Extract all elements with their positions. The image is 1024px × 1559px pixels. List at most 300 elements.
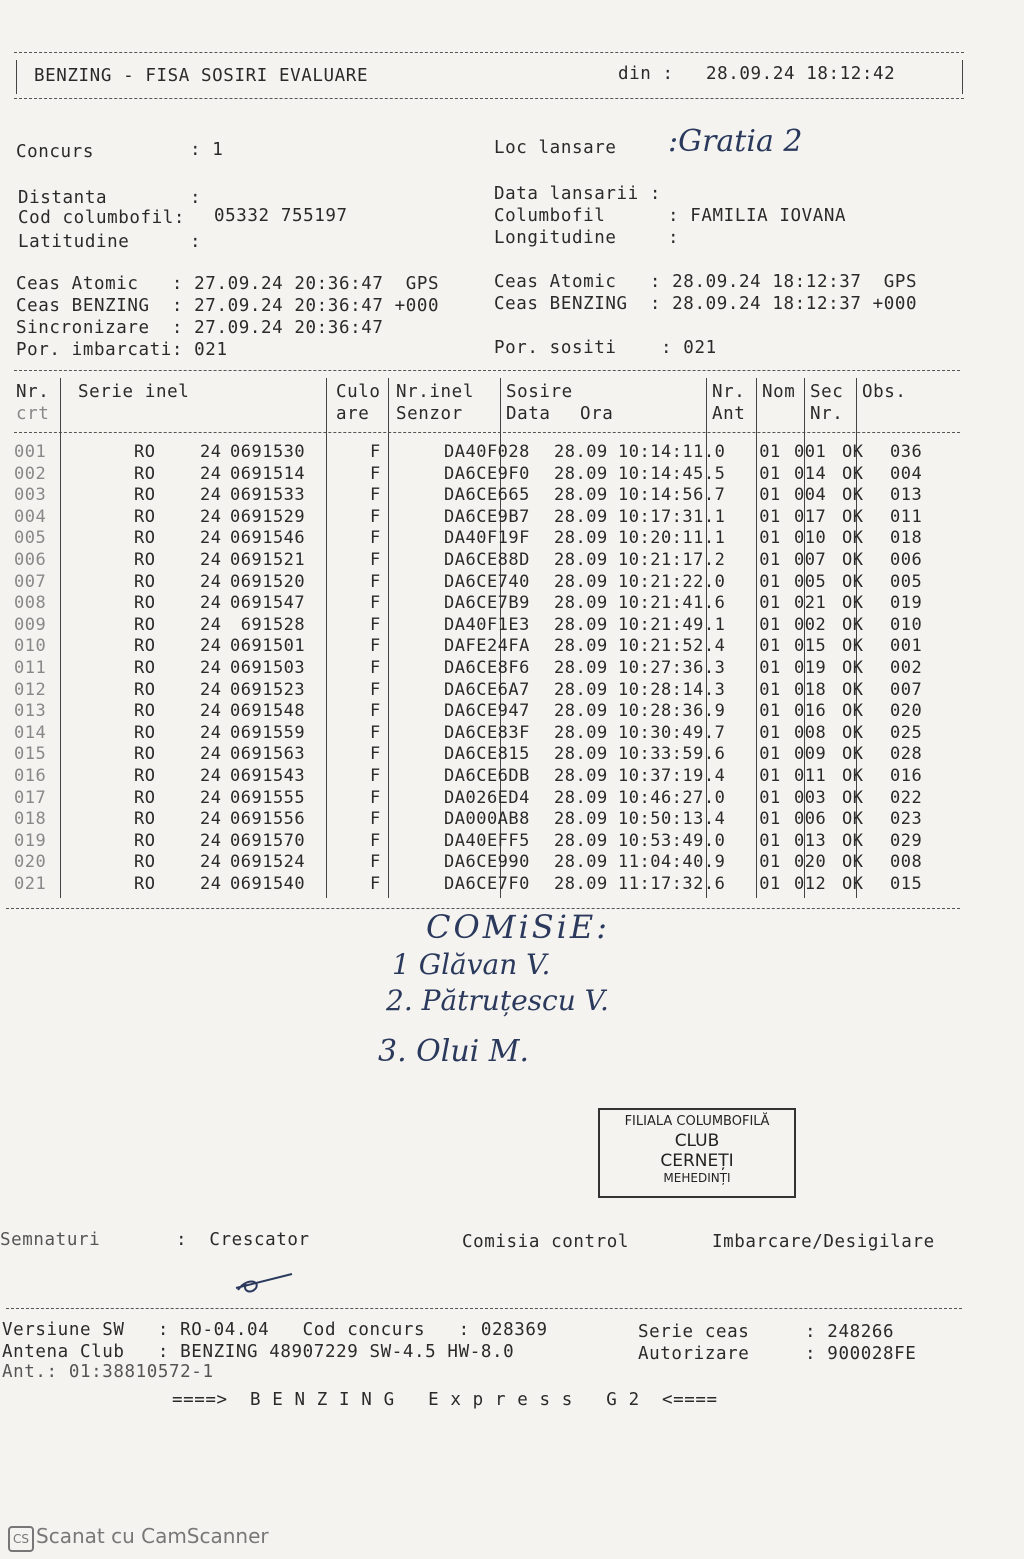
col-culoare-1: Culo	[336, 382, 381, 402]
row-nom: 021	[794, 593, 827, 614]
stamp-line-4: MEHEDINȚI	[663, 1171, 731, 1185]
row-an: 24	[200, 593, 222, 614]
row-ant: 01	[759, 636, 781, 657]
row-an: 24	[200, 442, 222, 462]
row-sec: OK	[842, 787, 864, 808]
row-an: 24	[200, 809, 222, 830]
row-culoare	[384, 723, 444, 745]
row-inel: 0691555	[230, 787, 306, 808]
row-sex: F	[370, 593, 381, 614]
row-culoare	[384, 852, 444, 874]
loc-lansare-value: :Gratia 2	[668, 124, 803, 159]
table-row	[14, 636, 950, 658]
row-sex: F	[370, 614, 381, 635]
row-data: 28.09	[554, 506, 608, 527]
row-senzor: DA40F028	[444, 442, 530, 462]
latitudine-value: :	[190, 232, 202, 252]
row-inel: 0691547	[230, 593, 306, 614]
row-data: 28.09	[554, 787, 608, 808]
row-senzor: DA6CE7F0	[444, 873, 530, 894]
row-culoare	[384, 593, 444, 615]
row-sec: OK	[842, 744, 864, 765]
row-tara: RO	[134, 528, 156, 549]
row-obs: 007	[890, 679, 923, 700]
row-an: 24	[200, 657, 222, 678]
table-row	[14, 550, 950, 572]
header-left-border	[16, 60, 17, 94]
row-data: 28.09	[554, 679, 608, 700]
row-sec: OK	[842, 614, 864, 635]
row-inel: 0691503	[230, 657, 306, 678]
row-culoare	[384, 766, 444, 788]
row-ant: 01	[759, 679, 781, 700]
row-data: 28.09	[554, 485, 608, 506]
row-nom: 001	[794, 442, 827, 462]
row-nr: 019	[14, 830, 47, 851]
row-sec: OK	[842, 830, 864, 851]
row-nom: 013	[794, 830, 827, 851]
row-data: 28.09	[554, 765, 608, 786]
comisie-member-2: 2. Pătruțescu V.	[386, 984, 609, 1017]
row-culoare	[384, 744, 444, 766]
row-culoare	[384, 658, 444, 680]
row-obs: 005	[890, 571, 923, 592]
row-an: 24	[200, 636, 222, 657]
col-sec-1: Sec	[810, 382, 844, 402]
row-ora: 10:21:17.2	[618, 549, 726, 570]
table-row	[14, 528, 950, 550]
row-obs: 018	[890, 528, 923, 549]
row-sex: F	[370, 657, 381, 678]
row-obs: 011	[890, 506, 923, 527]
table-row	[14, 874, 950, 896]
row-sex: F	[370, 463, 381, 484]
row-inel: 0691524	[230, 852, 306, 873]
table-row	[14, 442, 950, 464]
latitudine-label: Latitudine	[18, 232, 130, 252]
footer-line-1a: Versiune SW : RO-04.04 Cod concurs : 028369	[2, 1320, 548, 1340]
row-ora: 10:28:14.3	[618, 679, 726, 700]
row-tara: RO	[134, 636, 156, 657]
row-data: 28.09	[554, 657, 608, 678]
ceas-benzing-end: Ceas BENZING : 28.09.24 18:12:37 +000	[494, 294, 918, 314]
row-culoare	[384, 507, 444, 529]
row-inel: 0691514	[230, 463, 306, 484]
row-sec: OK	[842, 701, 864, 722]
row-nr: 002	[14, 463, 47, 484]
row-ora: 11:17:32.6	[618, 873, 726, 894]
semnatura-imbarcare: Imbarcare/Desigilare	[712, 1232, 935, 1252]
row-nr: 014	[14, 722, 47, 743]
row-sex: F	[370, 679, 381, 700]
table-row	[14, 723, 950, 745]
loc-lansare-label: Loc lansare	[494, 138, 617, 158]
table-row	[14, 615, 950, 637]
col-ora: Ora	[580, 404, 614, 424]
row-sex: F	[370, 485, 381, 506]
row-nom: 009	[794, 744, 827, 765]
row-senzor: DA6CE88D	[444, 549, 530, 570]
concurs-label: Concurs	[16, 142, 94, 162]
row-sec: OK	[842, 528, 864, 549]
row-tara: RO	[134, 463, 156, 484]
row-sec: OK	[842, 485, 864, 506]
longitudine-value: :	[668, 228, 680, 248]
col-sosire: Sosire	[506, 382, 573, 402]
row-obs: 008	[890, 852, 923, 873]
row-culoare	[384, 615, 444, 637]
row-senzor: DAFE24FA	[444, 636, 530, 657]
row-sec: OK	[842, 809, 864, 830]
row-ora: 10:28:36.9	[618, 701, 726, 722]
row-senzor: DA6CE990	[444, 852, 530, 873]
row-ora: 10:21:52.4	[618, 636, 726, 657]
table-row	[14, 593, 950, 615]
row-inel: 0691556	[230, 809, 306, 830]
row-obs: 019	[890, 593, 923, 614]
row-sex: F	[370, 528, 381, 549]
row-sex: F	[370, 809, 381, 830]
row-tara: RO	[134, 873, 156, 894]
row-culoare	[384, 572, 444, 594]
din-label: din :	[618, 64, 674, 84]
benzing-express: ====> B E N Z I N G E x p r e s s G 2 <====	[172, 1390, 718, 1410]
report-title: BENZING - FISA SOSIRI EVALUARE	[34, 66, 369, 86]
row-obs: 004	[890, 463, 923, 484]
row-nr: 020	[14, 852, 47, 873]
row-nr: 011	[14, 657, 47, 678]
row-an: 24	[200, 571, 222, 592]
cod-columbofil-label: Cod columbofil:	[18, 208, 186, 228]
row-nr: 003	[14, 485, 47, 506]
row-ant: 01	[759, 722, 781, 743]
row-data: 28.09	[554, 701, 608, 722]
row-ant: 01	[759, 442, 781, 462]
comisie-member-1: 1 Glăvan V.	[392, 948, 551, 981]
row-sex: F	[370, 765, 381, 786]
row-an: 24	[200, 830, 222, 851]
table-row	[14, 572, 950, 594]
ceas-atomic-end: Ceas Atomic : 28.09.24 18:12:37 GPS	[494, 272, 918, 292]
row-nom: 016	[794, 701, 827, 722]
row-nom: 014	[794, 463, 827, 484]
porumbei-sositi: Por. sositi : 021	[494, 338, 717, 358]
row-culoare	[384, 550, 444, 572]
row-tara: RO	[134, 657, 156, 678]
row-obs: 025	[890, 722, 923, 743]
footer-line-2a: Antena Club : BENZING 48907229 SW-4.5 HW-8.0	[2, 1342, 515, 1362]
stamp-line-2: CLUB	[674, 1131, 720, 1151]
row-sex: F	[370, 873, 381, 894]
row-sex: F	[370, 852, 381, 873]
row-tara: RO	[134, 787, 156, 808]
row-obs: 023	[890, 809, 923, 830]
table-row	[14, 831, 950, 853]
row-sex: F	[370, 636, 381, 657]
row-sec: OK	[842, 593, 864, 614]
row-ant: 01	[759, 765, 781, 786]
row-ora: 10:14:11.0	[618, 442, 726, 462]
col-senzor: Senzor	[396, 404, 463, 424]
row-ant: 01	[759, 744, 781, 765]
row-nom: 018	[794, 679, 827, 700]
row-senzor: DA6CE8F6	[444, 657, 530, 678]
row-ora: 10:27:36.3	[618, 657, 726, 678]
table-row	[14, 464, 950, 486]
row-nr: 018	[14, 809, 47, 830]
row-nr: 009	[14, 614, 47, 635]
row-culoare	[384, 809, 444, 831]
row-data: 28.09	[554, 593, 608, 614]
row-senzor: DA6CE947	[444, 701, 530, 722]
col-nr-inel: Nr.inel	[396, 382, 474, 402]
row-sec: OK	[842, 442, 864, 462]
row-inel: 0691523	[230, 679, 306, 700]
row-data: 28.09	[554, 636, 608, 657]
row-data: 28.09	[554, 528, 608, 549]
col-nr-ant-1: Nr.	[712, 382, 746, 402]
row-obs: 029	[890, 830, 923, 851]
row-nom: 020	[794, 852, 827, 873]
row-culoare	[384, 874, 444, 896]
row-ant: 01	[759, 571, 781, 592]
row-ora: 10:21:49.1	[618, 614, 726, 635]
din-value: 28.09.24 18:12:42	[706, 64, 896, 84]
row-inel: 0691540	[230, 873, 306, 894]
row-an: 24	[200, 679, 222, 700]
row-ora: 10:37:19.4	[618, 765, 726, 786]
row-tara: RO	[134, 506, 156, 527]
semnaturi-label: Semnaturi	[0, 1230, 101, 1250]
camscanner-icon: CS	[8, 1526, 34, 1552]
row-nom: 011	[794, 765, 827, 786]
row-tara: RO	[134, 571, 156, 592]
row-an: 24	[200, 744, 222, 765]
row-obs: 002	[890, 657, 923, 678]
row-nr: 008	[14, 593, 47, 614]
row-senzor: DA40EFF5	[444, 830, 530, 851]
row-an: 24	[200, 549, 222, 570]
footer-line-3: Ant.: 01:38810572-1	[2, 1362, 214, 1382]
comisie-title: COMiSiE:	[426, 908, 611, 946]
row-obs: 015	[890, 873, 923, 894]
row-tara: RO	[134, 485, 156, 506]
row-data: 28.09	[554, 744, 608, 765]
row-tara: RO	[134, 809, 156, 830]
footer-border	[6, 1308, 962, 1309]
row-nr: 021	[14, 873, 47, 894]
table-top-border	[14, 370, 960, 371]
semnatura-crescator: : Crescator	[176, 1230, 310, 1250]
row-nr: 001	[14, 442, 47, 462]
row-ora: 10:17:31.1	[618, 506, 726, 527]
row-senzor: DA026ED4	[444, 787, 530, 808]
row-an: 24	[200, 873, 222, 894]
row-ant: 01	[759, 830, 781, 851]
table-row	[14, 680, 950, 702]
table-row	[14, 701, 950, 723]
comisie-member-3: 3. Olui M.	[378, 1034, 530, 1069]
row-data: 28.09	[554, 442, 608, 462]
row-obs: 010	[890, 614, 923, 635]
row-inel: 0691548	[230, 701, 306, 722]
row-senzor: DA6CE83F	[444, 722, 530, 743]
row-culoare	[384, 464, 444, 486]
row-nom: 005	[794, 571, 827, 592]
row-sex: F	[370, 787, 381, 808]
row-tara: RO	[134, 442, 156, 462]
table-header-border	[14, 432, 960, 433]
col-obs: Obs.	[862, 382, 907, 402]
row-nr: 006	[14, 549, 47, 570]
columbofil-label: Columbofil	[494, 206, 606, 226]
row-nom: 002	[794, 614, 827, 635]
row-tara: RO	[134, 765, 156, 786]
camscanner-watermark: Scanat cu CamScanner	[36, 1524, 269, 1548]
row-sex: F	[370, 830, 381, 851]
row-tara: RO	[134, 722, 156, 743]
row-obs: 022	[890, 787, 923, 808]
sincronizare: Sincronizare : 27.09.24 20:36:47	[16, 318, 384, 338]
row-sec: OK	[842, 657, 864, 678]
row-inel: 0691559	[230, 722, 306, 743]
arrivals-table	[14, 442, 950, 895]
row-inel: 0691563	[230, 744, 306, 765]
header-bottom-border	[14, 98, 964, 99]
row-inel: 0691529	[230, 506, 306, 527]
footer-line-2b: Autorizare : 900028FE	[638, 1344, 917, 1364]
row-senzor: DA6CE815	[444, 744, 530, 765]
col-nr-ant-2: Ant	[712, 404, 746, 424]
row-sec: OK	[842, 765, 864, 786]
row-nr: 004	[14, 506, 47, 527]
table-row	[14, 788, 950, 810]
row-data: 28.09	[554, 873, 608, 894]
row-nr: 012	[14, 679, 47, 700]
row-nr: 015	[14, 744, 47, 765]
row-an: 24	[200, 528, 222, 549]
row-culoare	[384, 636, 444, 658]
col-nom: Nom	[762, 382, 796, 402]
row-tara: RO	[134, 593, 156, 614]
row-obs: 001	[890, 636, 923, 657]
row-inel: 0691530	[230, 442, 306, 462]
semnatura-comisia: Comisia control	[462, 1232, 630, 1252]
row-sex: F	[370, 571, 381, 592]
row-ora: 10:20:11.1	[618, 528, 726, 549]
stamp-line-1: FILIALA COLUMBOFILĂ	[624, 1114, 770, 1129]
row-culoare	[384, 701, 444, 723]
row-ant: 01	[759, 549, 781, 570]
row-nom: 019	[794, 657, 827, 678]
row-sex: F	[370, 744, 381, 765]
stamp-line-3: CERNEȚI	[660, 1151, 734, 1171]
row-ant: 01	[759, 787, 781, 808]
columbofil-value: : FAMILIA IOVANA	[668, 206, 847, 226]
data-lansarii-label: Data lansarii :	[494, 184, 662, 204]
row-an: 24	[200, 722, 222, 743]
row-ora: 10:14:45.5	[618, 463, 726, 484]
longitudine-label: Longitudine	[494, 228, 617, 248]
table-row	[14, 852, 950, 874]
row-data: 28.09	[554, 463, 608, 484]
row-data: 28.09	[554, 809, 608, 830]
row-senzor: DA6CE665	[444, 485, 530, 506]
row-ora: 10:53:49.0	[618, 830, 726, 851]
row-an: 24	[200, 701, 222, 722]
row-nom: 007	[794, 549, 827, 570]
row-data: 28.09	[554, 549, 608, 570]
row-ora: 10:30:49.7	[618, 722, 726, 743]
row-sec: OK	[842, 636, 864, 657]
row-an: 24	[200, 463, 222, 484]
row-inel: 0691533	[230, 485, 306, 506]
row-senzor: DA6CE9F0	[444, 463, 530, 484]
row-culoare	[384, 680, 444, 702]
row-nom: 006	[794, 809, 827, 830]
row-inel: 0691520	[230, 571, 306, 592]
row-inel: 0691521	[230, 549, 306, 570]
row-sec: OK	[842, 549, 864, 570]
row-data: 28.09	[554, 852, 608, 873]
row-ora: 10:33:59.6	[618, 744, 726, 765]
row-sec: OK	[842, 463, 864, 484]
col-sec-2: Nr.	[810, 404, 844, 424]
row-ant: 01	[759, 506, 781, 527]
row-sec: OK	[842, 852, 864, 873]
header-right-border	[962, 60, 963, 94]
crescator-signature	[232, 1268, 302, 1298]
row-senzor: DA40F19F	[444, 528, 530, 549]
ceas-benzing-start: Ceas BENZING : 27.09.24 20:36:47 +000	[16, 296, 440, 316]
row-ant: 01	[759, 463, 781, 484]
table-row	[14, 809, 950, 831]
row-culoare	[384, 831, 444, 853]
row-nr: 013	[14, 701, 47, 722]
row-sex: F	[370, 722, 381, 743]
row-inel: 0691570	[230, 830, 306, 851]
row-sex: F	[370, 442, 381, 462]
row-obs: 020	[890, 701, 923, 722]
distanta-label: Distanta	[18, 188, 108, 208]
row-ora: 10:14:56.7	[618, 485, 726, 506]
row-culoare	[384, 442, 444, 464]
row-ant: 01	[759, 485, 781, 506]
row-culoare	[384, 485, 444, 507]
row-data: 28.09	[554, 614, 608, 635]
club-stamp	[598, 1108, 796, 1198]
row-tara: RO	[134, 549, 156, 570]
concurs-value: : 1	[190, 140, 224, 160]
table-row	[14, 658, 950, 680]
row-senzor: DA000AB8	[444, 809, 530, 830]
row-ant: 01	[759, 852, 781, 873]
row-sec: OK	[842, 679, 864, 700]
row-inel: 0691546	[230, 528, 306, 549]
row-nom: 015	[794, 636, 827, 657]
row-nom: 017	[794, 506, 827, 527]
table-row	[14, 485, 950, 507]
row-senzor: DA6CE740	[444, 571, 530, 592]
row-an: 24	[200, 765, 222, 786]
row-obs: 028	[890, 744, 923, 765]
row-tara: RO	[134, 614, 156, 635]
header-top-border	[14, 52, 964, 53]
row-an: 24	[200, 485, 222, 506]
distanta-value: :	[190, 188, 202, 208]
col-crt: crt	[16, 404, 50, 424]
row-senzor: DA6CE9B7	[444, 506, 530, 527]
